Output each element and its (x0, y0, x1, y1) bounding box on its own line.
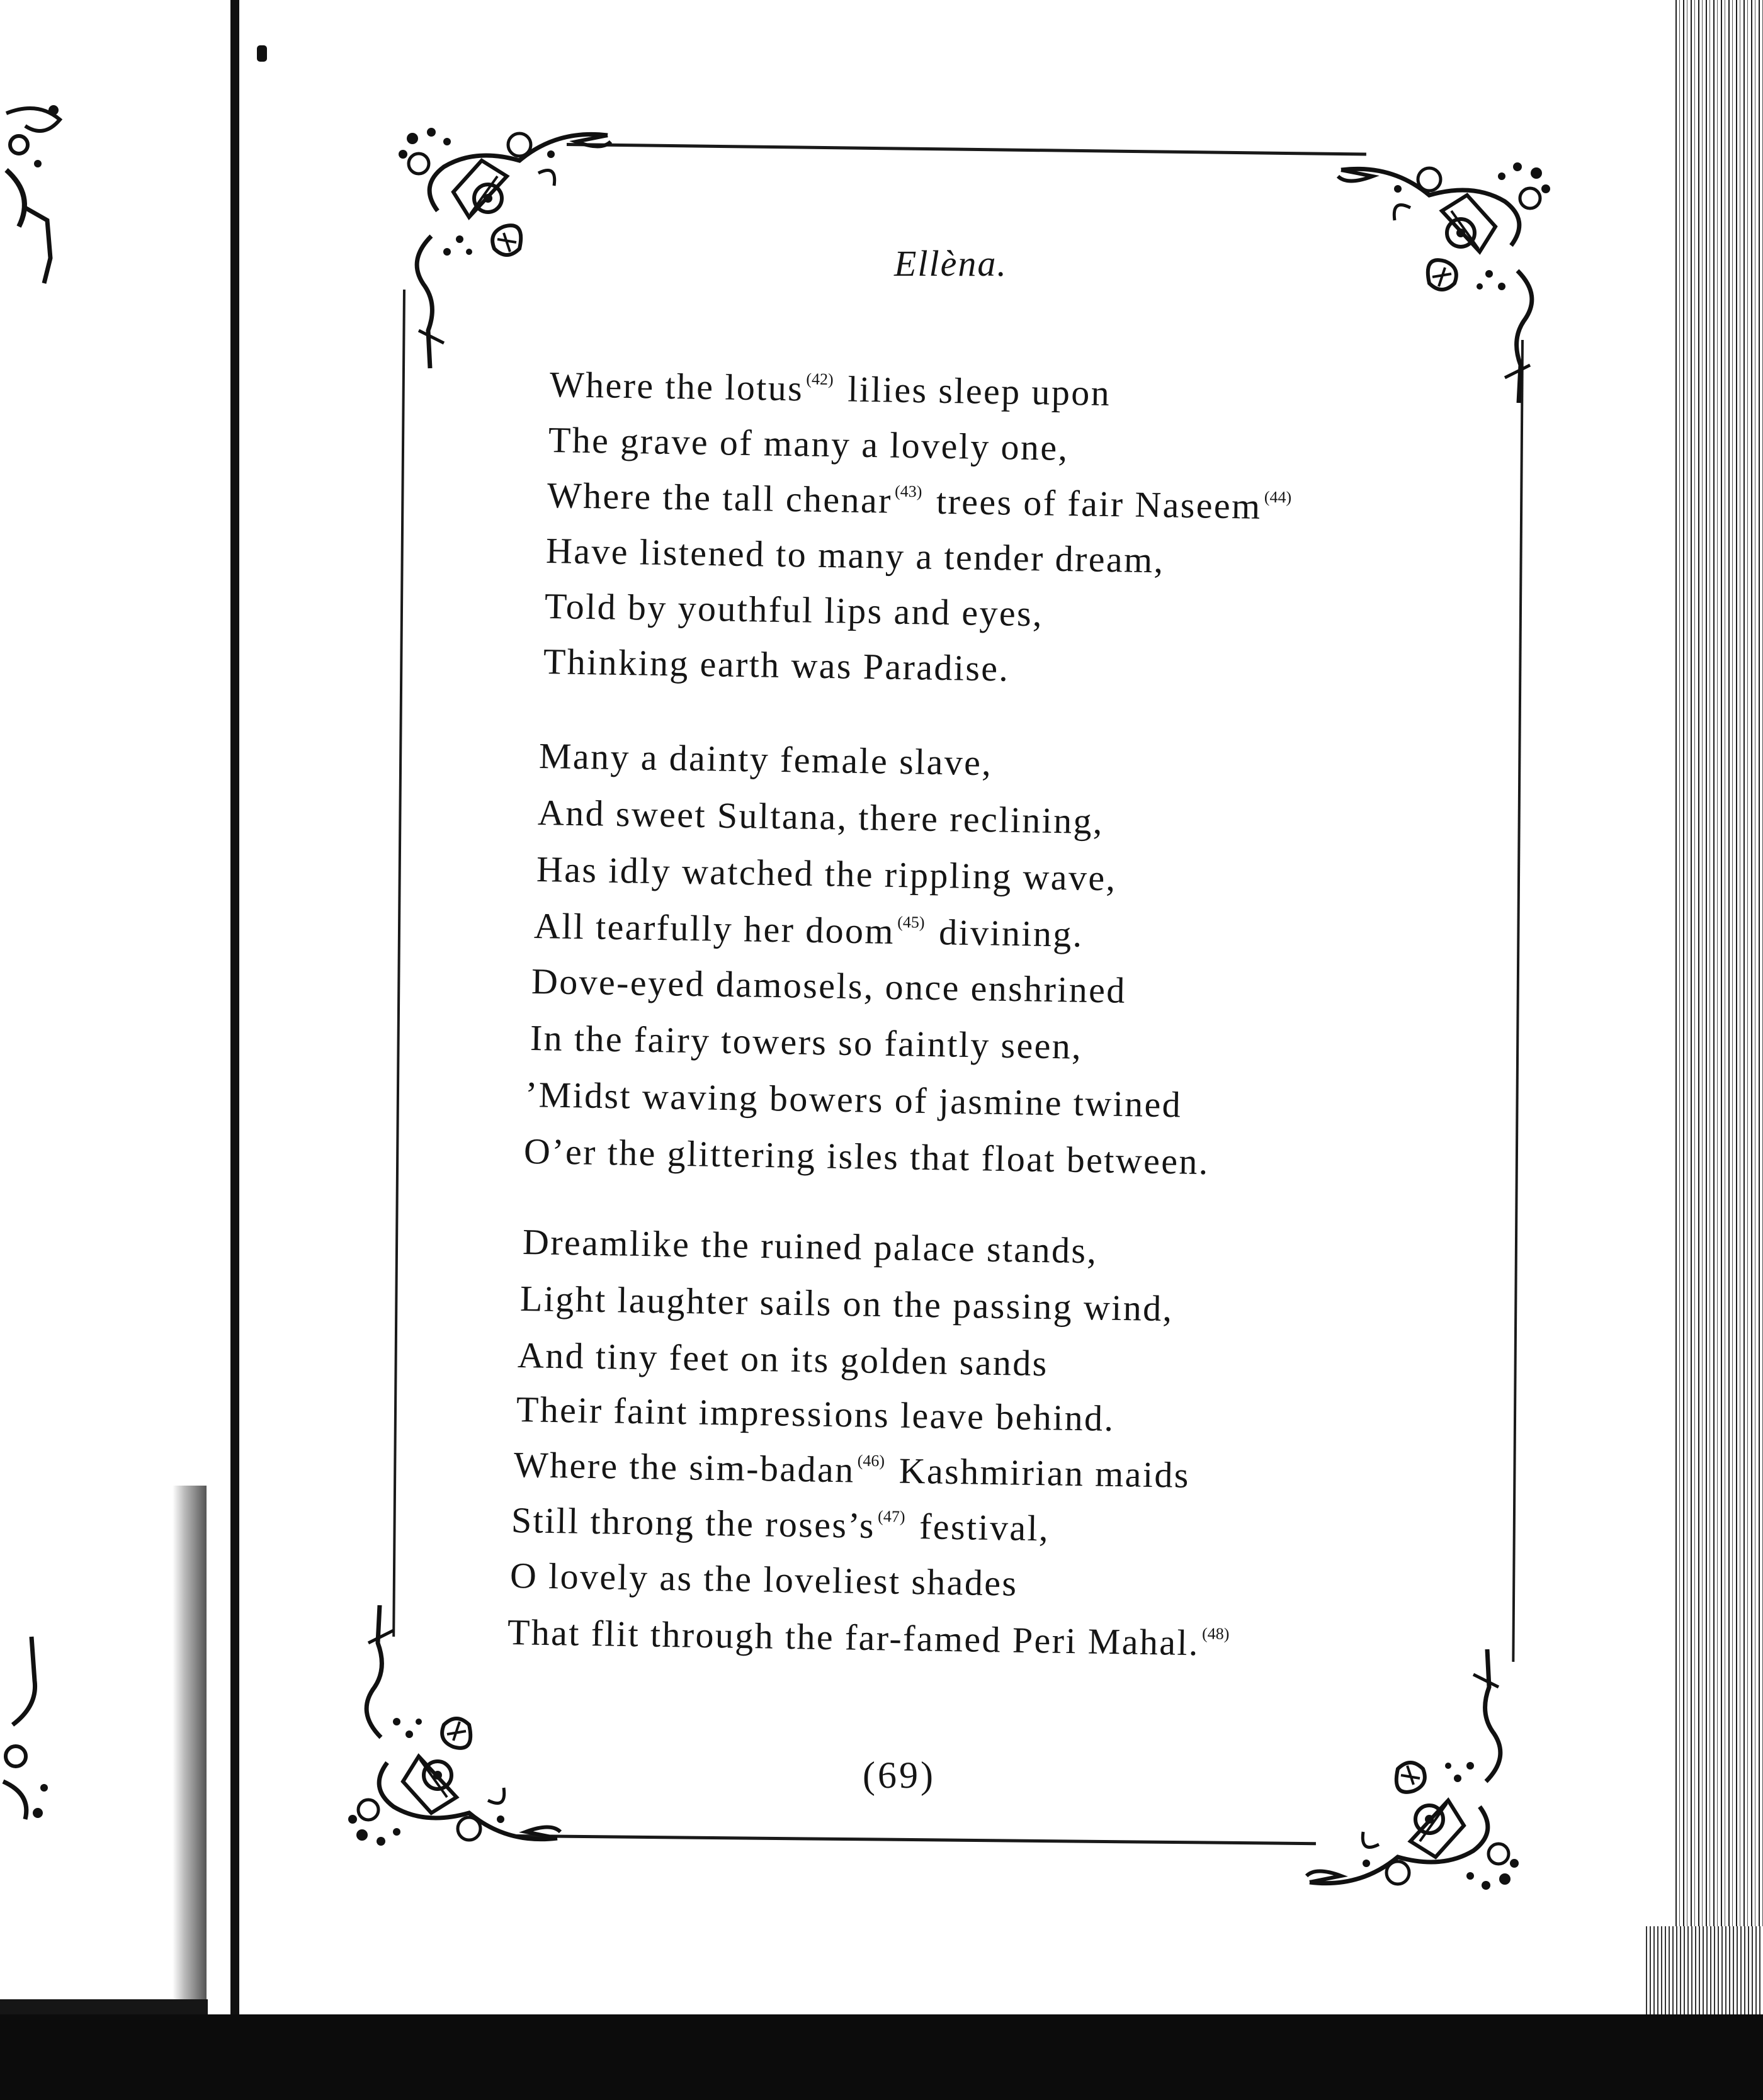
poem-line: Have listened to many a tender dream, (545, 530, 1165, 581)
poem-line: Told by youthful lips and eyes, (544, 585, 1044, 635)
poem-line: O’er the glittering isles that float between. (523, 1131, 1210, 1183)
poem-line: Dreamlike the ruined palace stands, (522, 1221, 1098, 1272)
binding-mark (257, 45, 267, 62)
poem-line: Where the sim-badan $^{(46)}$ Kashmirian maids (513, 1444, 1191, 1496)
poem-line: Where the lotus $^{(42)}$ lilies sleep upon (549, 364, 1111, 414)
poem-line: Dove-eyed damosels, once enshrined (531, 961, 1127, 1011)
page-title: Ellèna. (894, 243, 1007, 284)
prev-page-ornament-top (0, 94, 69, 290)
poem-line: That flit through the far-famed Peri Mahal. $^{(48)}$ (507, 1612, 1230, 1664)
frame-bottom-rule (516, 1834, 1316, 1845)
prev-page-ornament-bottom (0, 1630, 57, 1832)
page-number: (69) (863, 1754, 936, 1796)
book-spine (230, 0, 239, 2014)
footnote-ref: (46) (857, 1451, 885, 1471)
footnote-ref: (44) (1264, 487, 1292, 507)
footnote-ref: (48) (1201, 1624, 1230, 1644)
poem-line: Many a dainty female slave, (538, 735, 993, 784)
frame-left-rule (392, 290, 405, 1637)
poem-line: Where the tall chenar $^{(43)}$ trees of fair Naseem $^{(44)}$ (547, 475, 1292, 527)
corner-ornament-bottom-right (1297, 1649, 1524, 1901)
page-edges (1672, 0, 1763, 2014)
poem-line: Thinking earth was Paradise. (543, 641, 1010, 689)
poem-line: Their faint impressions leave behind. (516, 1389, 1115, 1439)
poem-line: All tearfully her doom $^{(45)}$ divining. (533, 905, 1084, 955)
frame-top-rule (567, 143, 1366, 156)
poem-line: Has idly watched the rippling wave, (536, 849, 1117, 899)
poem-line: O lovely as the loveliest shades (509, 1555, 1018, 1604)
poem-line: And sweet Sultana, there reclining, (537, 792, 1104, 842)
poem-line: Still throng the roses’s $^{(47)}$ festival, (511, 1499, 1050, 1549)
corner-ornament-top-right (1329, 151, 1555, 403)
spine-shadow (173, 1486, 207, 2027)
poem-line: In the fairy towers so faintly seen, (530, 1017, 1083, 1067)
corner-ornament-top-left (394, 116, 620, 368)
scanner-bed (0, 2014, 1763, 2100)
page-edges-bottom (1643, 1926, 1763, 2014)
poem-line: Light laughter sails on the passing wind, (519, 1278, 1174, 1329)
poem-line: And tiny feet on its golden sands (517, 1335, 1049, 1384)
frame-right-rule (1512, 340, 1524, 1662)
footnote-ref: (43) (894, 482, 922, 501)
footnote-ref: (42) (806, 370, 834, 389)
poem-line: The grave of many a lovely one, (548, 419, 1069, 468)
footnote-ref: (45) (897, 913, 925, 932)
poem-line: ’Midst waving bowers of jasmine twined (524, 1074, 1182, 1126)
footnote-ref: (47) (877, 1507, 905, 1526)
